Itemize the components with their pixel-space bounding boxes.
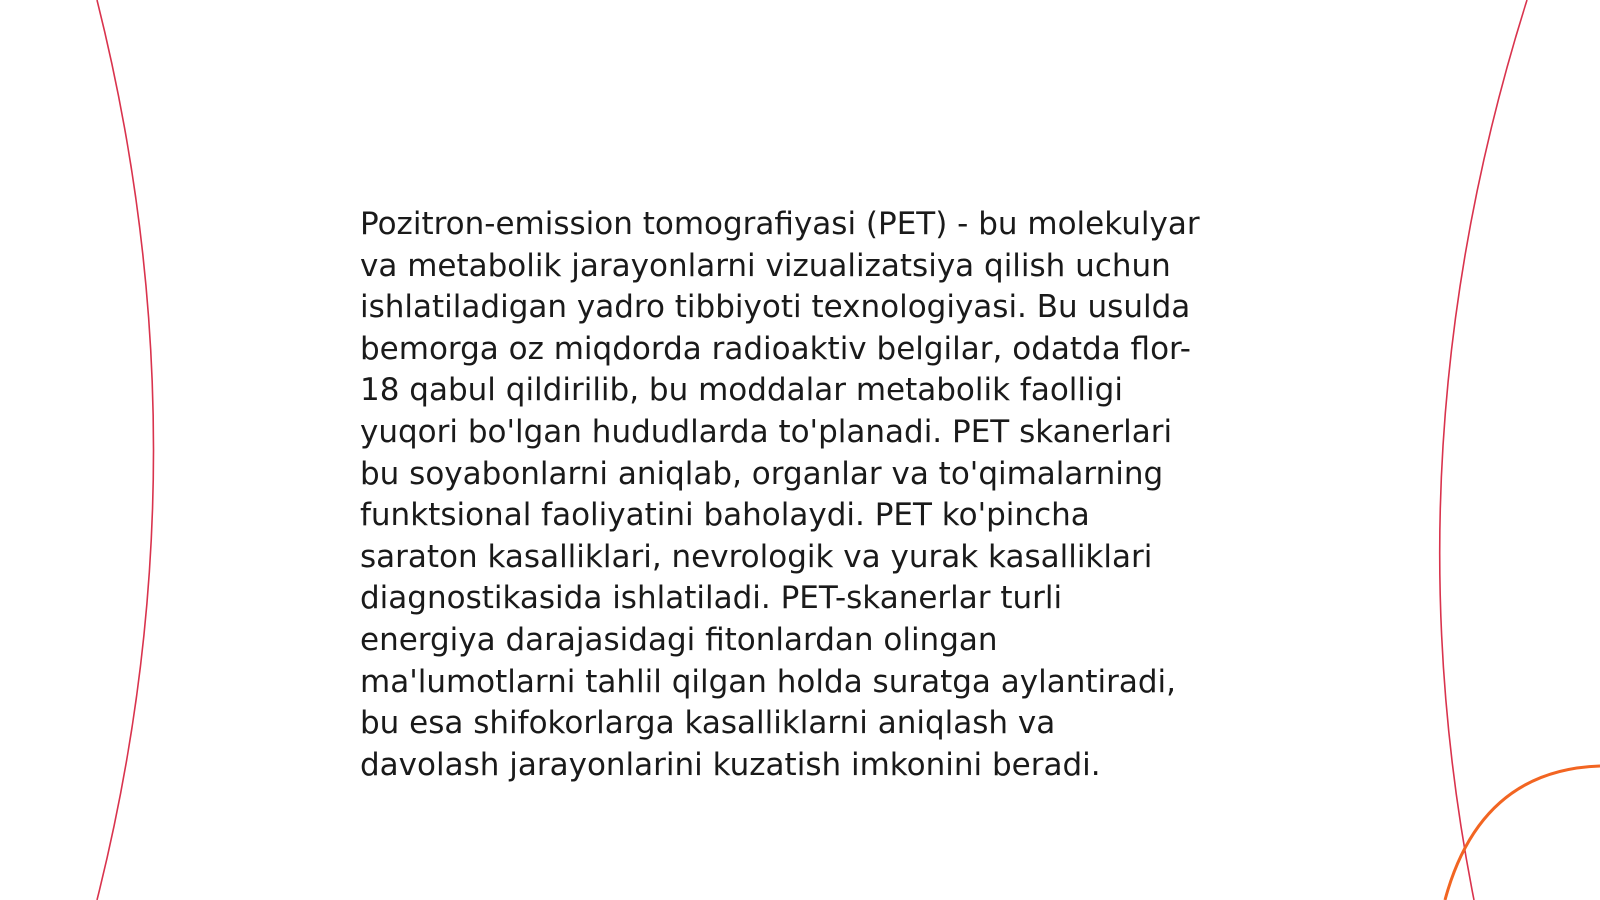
corner-arc: [1445, 766, 1600, 900]
left-arc: [97, 0, 154, 900]
body-paragraph: Pozitron-emission tomografiyasi (PET) - bu molekulyar va metabolik jarayonlarni vizualizatsiya qilish uchun ishlatiladigan yadro tibbiyoti texnologiyasi. Bu usulda bemorga oz miqdorda radioaktiv belgilar, odatda flor- 18 qabul qildirilib, bu moddalar metabolik faolligi yuqori bo'lgan hududlarda to'planadi. PET skanerlari bu soyabonlarni aniqlab, organlar va to'qimalarning funktsional faoliyatini baholaydi. PET ko'pincha saraton kasalliklari, nevrologik va yurak kasalliklari diagnostikasida ishlatiladi. PET-skanerlar turli energiya darajasidagi fitonlardan olingan ma'lumotlarni tahlil qilgan holda suratga aylantiradi, bu esa shifokorlarga kasalliklarni aniqlash va davolash jarayonlarini kuzatish imkonini beradi.: [360, 206, 1200, 783]
right-arc: [1440, 0, 1527, 900]
